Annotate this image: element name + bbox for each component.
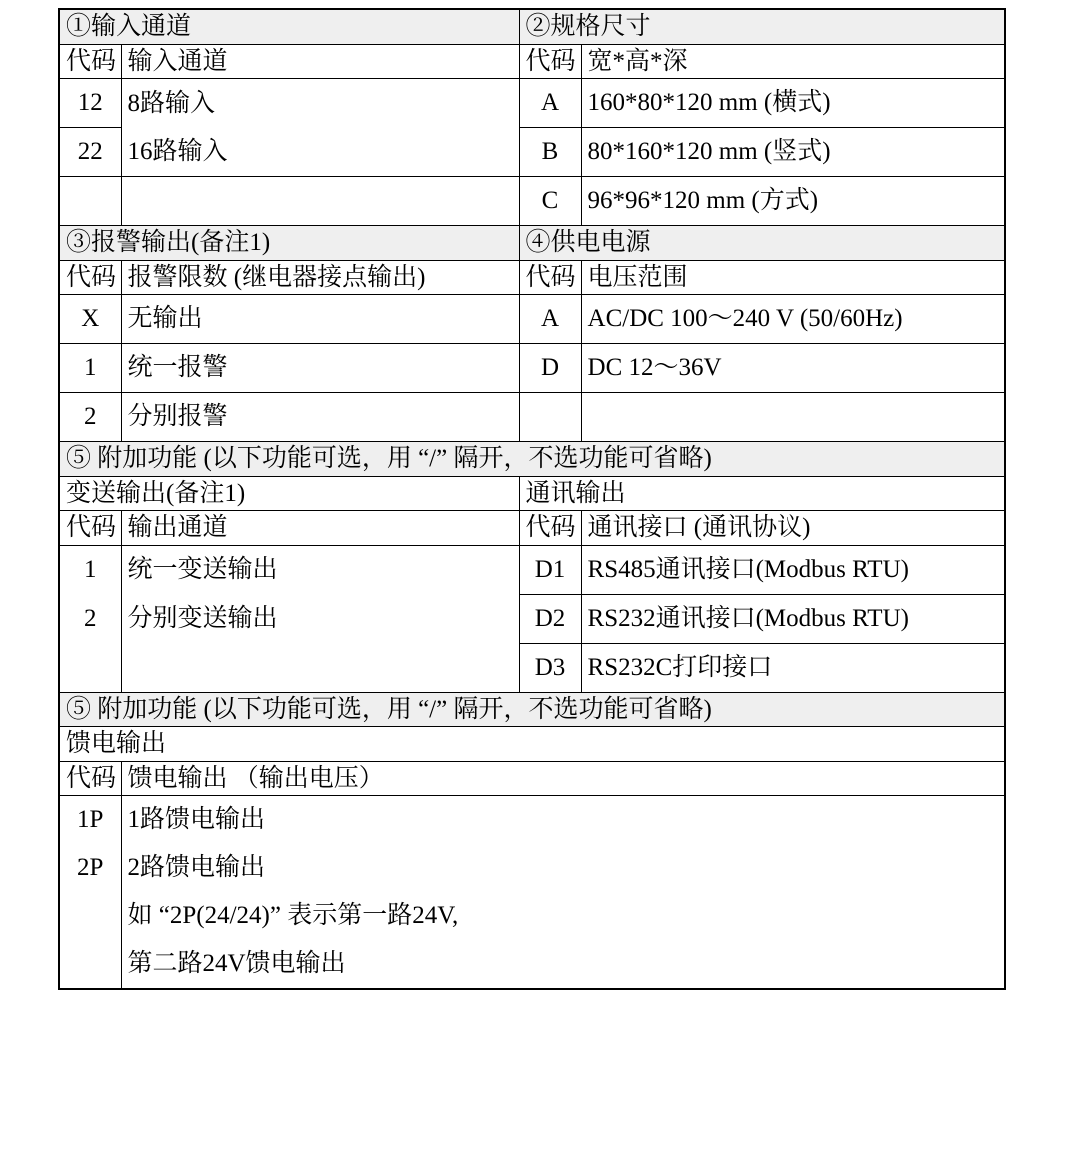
section-3-row-1-code: 1 bbox=[59, 344, 121, 393]
section-5-left-filler-desc bbox=[121, 643, 519, 692]
section-6-note-line-1: 如 “2P(24/24)” 表示第一路24V, bbox=[121, 892, 1005, 940]
section-5-right-subtitle: 通讯输出 bbox=[519, 476, 1005, 511]
section-5-left-row-0-desc: 统一变送输出 bbox=[121, 545, 519, 594]
section-4-row-1-desc: DC 12～36V bbox=[581, 344, 1005, 393]
section-2-title: ②规格尺寸 bbox=[519, 9, 1005, 44]
section-header-row bbox=[59, 692, 1005, 727]
section-4-row-1-code: D bbox=[519, 344, 581, 393]
section-2-row-2-code: C bbox=[519, 177, 581, 226]
section-sub-header-row bbox=[59, 476, 1005, 511]
section-5-title: ⑤ 附加功能 (以下功能可选，用 “/” 隔开，不选功能可省略) bbox=[59, 442, 1005, 477]
section-4-row-0-desc: AC/DC 100～240 V (50/60Hz) bbox=[581, 295, 1005, 344]
table-row bbox=[59, 940, 1005, 989]
section-1-title: ①输入通道 bbox=[59, 9, 519, 44]
section-2-row-0-desc: 160*80*120 mm (横式) bbox=[581, 79, 1005, 128]
section-6-note-code-blank-2 bbox=[59, 940, 121, 989]
section-5-right-row-1-desc: RS232通讯接口(Modbus RTU) bbox=[581, 594, 1005, 643]
section-5-right-code-header: 代码 bbox=[519, 511, 581, 546]
table-row bbox=[59, 344, 1005, 393]
section-1-row-0-desc: 8路输入 bbox=[121, 79, 519, 128]
section-5-right-row-2-code: D3 bbox=[519, 643, 581, 692]
section-3-row-2-desc: 分别报警 bbox=[121, 393, 519, 442]
table-row bbox=[59, 393, 1005, 442]
section-2-code-header: 代码 bbox=[519, 44, 581, 79]
section-6-desc-header: 馈电输出 （输出电压） bbox=[121, 761, 1005, 796]
table-row bbox=[59, 892, 1005, 940]
section-2-row-0-code: A bbox=[519, 79, 581, 128]
section-2-desc-header: 宽*高*深 bbox=[581, 44, 1005, 79]
section-6-note-line-2: 第二路24V馈电输出 bbox=[121, 940, 1005, 989]
section-column-header-row bbox=[59, 511, 1005, 546]
section-5-left-row-1-desc: 分别变送输出 bbox=[121, 594, 519, 643]
section-6-note-code-blank bbox=[59, 892, 121, 940]
section-4-code-header: 代码 bbox=[519, 260, 581, 295]
section-5-right-desc-header: 通讯接口 (通讯协议) bbox=[581, 511, 1005, 546]
section-1-row-1-code: 22 bbox=[59, 128, 121, 177]
section-5-left-row-0-code: 1 bbox=[59, 545, 121, 594]
section-4-desc-header: 电压范围 bbox=[581, 260, 1005, 295]
section-5-left-row-1-code: 2 bbox=[59, 594, 121, 643]
section-1-desc-header: 输入通道 bbox=[121, 44, 519, 79]
section-1-filler-code bbox=[59, 177, 121, 226]
section-2-row-2-desc: 96*96*120 mm (方式) bbox=[581, 177, 1005, 226]
section-6-row-1-desc: 2路馈电输出 bbox=[121, 844, 1005, 892]
section-5-left-code-header: 代码 bbox=[59, 511, 121, 546]
section-5-left-desc-header: 输出通道 bbox=[121, 511, 519, 546]
section-3-code-header: 代码 bbox=[59, 260, 121, 295]
section-column-header-row bbox=[59, 44, 1005, 79]
section-1-filler-desc bbox=[121, 177, 519, 226]
section-header-row bbox=[59, 226, 1005, 261]
section-sub-header-row bbox=[59, 727, 1005, 762]
section-4-filler-code bbox=[519, 393, 581, 442]
section-3-desc-header: 报警限数 (继电器接点输出) bbox=[121, 260, 519, 295]
table-row bbox=[59, 545, 1005, 594]
section-header-row bbox=[59, 9, 1005, 44]
section-3-row-0-code: X bbox=[59, 295, 121, 344]
section-2-row-1-desc: 80*160*120 mm (竖式) bbox=[581, 128, 1005, 177]
section-6-row-1-code: 2P bbox=[59, 844, 121, 892]
section-6-code-header: 代码 bbox=[59, 761, 121, 796]
section-4-row-0-code: A bbox=[519, 295, 581, 344]
section-3-title: ③报警输出(备注1) bbox=[59, 226, 519, 261]
section-6-subtitle: 馈电输出 bbox=[59, 727, 1005, 762]
section-5-right-row-0-desc: RS485通讯接口(Modbus RTU) bbox=[581, 545, 1005, 594]
section-3-row-2-code: 2 bbox=[59, 393, 121, 442]
table-row bbox=[59, 177, 1005, 226]
table-row bbox=[59, 79, 1005, 128]
section-3-row-0-desc: 无输出 bbox=[121, 295, 519, 344]
section-3-row-1-desc: 统一报警 bbox=[121, 344, 519, 393]
section-4-filler-desc bbox=[581, 393, 1005, 442]
section-6-row-0-desc: 1路馈电输出 bbox=[121, 796, 1005, 845]
section-5-left-subtitle: 变送输出(备注1) bbox=[59, 476, 519, 511]
section-column-header-row bbox=[59, 260, 1005, 295]
section-1-row-1-desc: 16路输入 bbox=[121, 128, 519, 177]
table-row bbox=[59, 295, 1005, 344]
section-5-right-row-0-code: D1 bbox=[519, 545, 581, 594]
table-row bbox=[59, 594, 1005, 643]
section-1-code-header: 代码 bbox=[59, 44, 121, 79]
section-5-right-row-2-desc: RS232C打印接口 bbox=[581, 643, 1005, 692]
section-5-right-row-1-code: D2 bbox=[519, 594, 581, 643]
spec-table-page bbox=[0, 8, 1080, 1149]
table-row bbox=[59, 796, 1005, 845]
section-5-left-filler-code bbox=[59, 643, 121, 692]
table-row bbox=[59, 643, 1005, 692]
section-6-row-0-code: 1P bbox=[59, 796, 121, 845]
product-spec-table bbox=[58, 8, 1006, 990]
section-6-title: ⑤ 附加功能 (以下功能可选，用 “/” 隔开，不选功能可省略) bbox=[59, 692, 1005, 727]
section-4-title: ④供电电源 bbox=[519, 226, 1005, 261]
section-column-header-row bbox=[59, 761, 1005, 796]
section-header-row bbox=[59, 442, 1005, 477]
table-row bbox=[59, 844, 1005, 892]
section-1-row-0-code: 12 bbox=[59, 79, 121, 128]
section-2-row-1-code: B bbox=[519, 128, 581, 177]
table-row bbox=[59, 128, 1005, 177]
